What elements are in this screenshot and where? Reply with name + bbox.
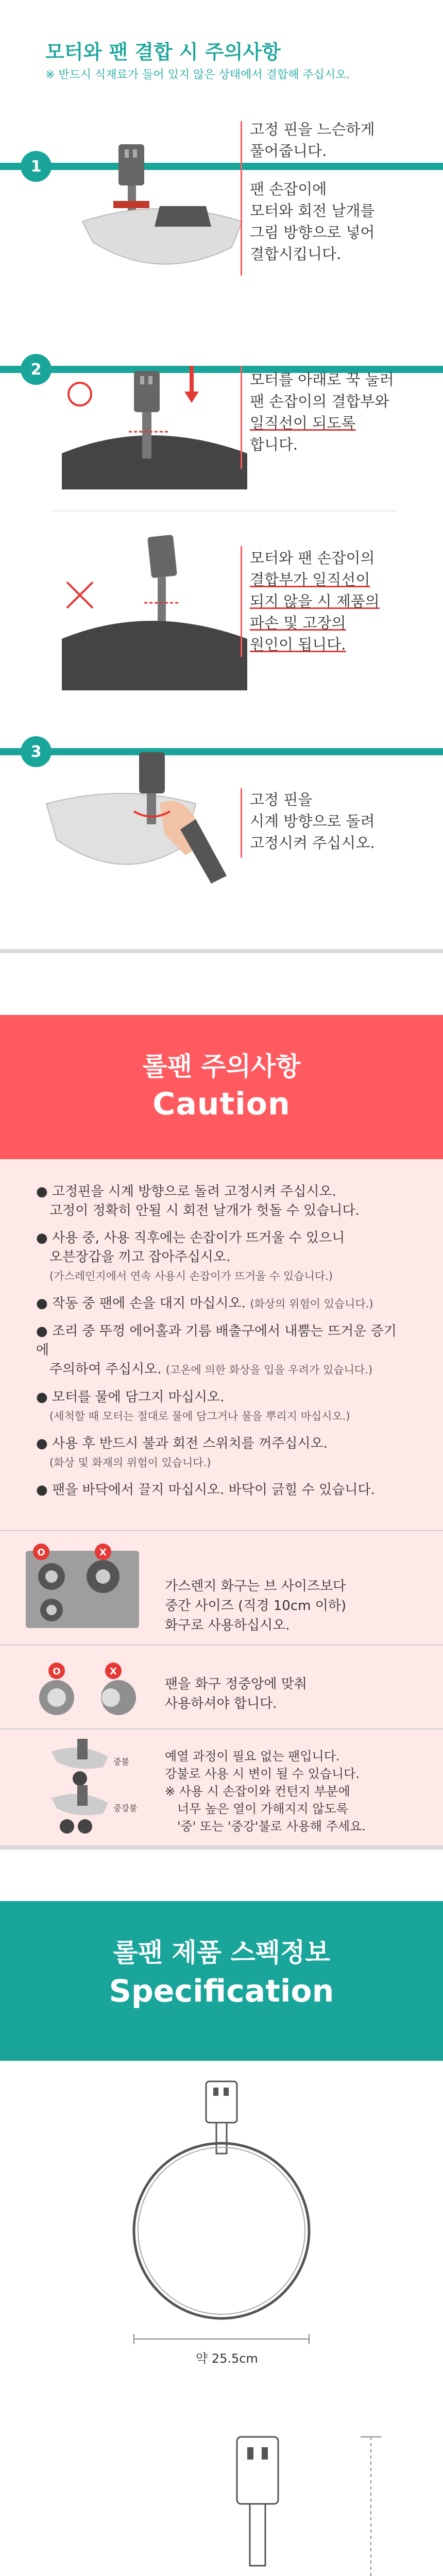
svg-text:O: O — [53, 1666, 61, 1677]
motor-icon — [206, 2081, 237, 2123]
caution-separator — [0, 1530, 443, 1531]
centering-text: 팬을 화구 정중앙에 맞춰 사용하셔야 합니다. — [165, 1676, 307, 1711]
motor-icon — [139, 752, 165, 793]
warn-line1: 모터와 팬 손잡이의 — [250, 549, 375, 567]
svg-text:중강불: 중강불 — [113, 1803, 138, 1813]
down-arrow-icon — [184, 366, 199, 403]
motor-icon — [134, 371, 160, 412]
step2-warning-illustration — [52, 526, 247, 690]
step1-badge: 1 — [21, 151, 52, 182]
specification-header — [0, 1901, 443, 2061]
dim-width-label: 약 25.5cm — [196, 2351, 258, 2366]
caution-header — [0, 1015, 443, 1159]
step3-illustration — [41, 742, 237, 907]
motor-icon — [237, 2437, 278, 2504]
caution-item: ● 팬을 바닥에서 끌지 마십시오. 바닥이 긁힐 수 있습니다. — [36, 1482, 375, 1498]
step3-line2: 시계 방향으로 돌려 — [250, 812, 375, 830]
step2-line4: 합니다. — [250, 436, 298, 453]
step1-line3: 팬 손잡이에 — [250, 180, 327, 198]
caution-item: ● 모터를 물에 담그지 마십시오. (세척할 때 모터는 절대로 물에 담그거나 물을 뿌리지 마십시오.) — [36, 1389, 350, 1422]
caution-item: ● 사용 후 반드시 불과 회전 스위치를 꺼주십시오. (화상 및 화재의 위험이 있습니다.) — [36, 1436, 328, 1469]
caution-title-en: Caution — [152, 1086, 291, 1122]
step2-line2: 팬 손잡이의 결합부와 — [250, 393, 389, 410]
step2-line3: 일직선이 되도록 — [250, 414, 356, 432]
step2-divider — [52, 510, 397, 512]
spec-title-ko: 롤팬 제품 스펙정보 — [113, 1938, 330, 1968]
ok-circle-icon — [69, 383, 91, 405]
caution-separator — [0, 1645, 443, 1646]
step1-text — [250, 118, 375, 265]
caution-section — [0, 1015, 443, 1850]
step3-badge: 3 — [21, 736, 52, 767]
pan-icon — [62, 621, 247, 690]
step1-line2: 풀어줍니다. — [250, 142, 327, 160]
step1-line1: 고정 핀을 느슨하게 — [250, 121, 375, 138]
spec-title-en: Specification — [109, 1973, 334, 2009]
step3-text — [250, 789, 375, 854]
caution-separator — [0, 1728, 443, 1730]
caution-item: ● 사용 중, 사용 직후에는 손잡이가 뜨거울 수 있으니 오븐장갑을 끼고 잡아주십시오. (가스레인지에서 연속 사용시 손잡이가 뜨거울 수 있습니다.) — [36, 1230, 345, 1282]
svg-text:중불: 중불 — [113, 1757, 129, 1767]
step2-illustration — [52, 355, 258, 489]
step3-line3: 고정시켜 주십시오. — [250, 834, 375, 852]
section1-bottom-bar — [0, 949, 443, 953]
pan-top-view — [113, 2076, 330, 2396]
specification-section — [0, 1901, 443, 2576]
caution-item: ● 고정핀을 시계 방향으로 돌려 고정시켜 주십시오. 고정이 정확히 안될 시 회전 날개가 헛돌 수 있습니다. — [36, 1184, 360, 1218]
caution-item: ● 작동 중 팬에 손을 대지 마십시오. (화상의 위험이 있습니다.) — [36, 1296, 373, 1311]
step1-line5: 그림 방향으로 넣어 — [250, 224, 375, 241]
pan-handle-icon — [155, 206, 211, 227]
heat-level-illustration — [41, 1736, 155, 1839]
step1-line6: 결합시킵니다. — [250, 245, 342, 263]
motor-icon — [118, 144, 144, 185]
centering-illustration — [28, 1656, 147, 1718]
section2-bottom-bar — [0, 1845, 443, 1850]
step3-line1: 고정 핀을 — [250, 791, 313, 808]
burner-size-illustration — [21, 1540, 144, 1631]
warn-line3: 되지 않을 시 제품의 — [250, 592, 380, 610]
svg-text:X: X — [110, 1666, 117, 1677]
fixing-pin-icon — [113, 201, 149, 208]
caution-title-ko: 롤팬 주의사항 — [142, 1052, 301, 1081]
svg-text:O: O — [37, 1547, 45, 1558]
step1-illustration — [77, 134, 247, 289]
warn-line4: 파손 및 고장의 — [250, 614, 346, 632]
step2-line1: 모터를 아래로 꾹 눌러 — [250, 371, 394, 388]
burner-size-text: 가스렌지 화구는 브 사이즈보다 중간 사이즈 (직경 10cm 이하) 화구로 사용하십시오. — [165, 1579, 347, 1633]
step2-warning-text — [250, 547, 380, 655]
assembly-section — [0, 0, 443, 953]
warn-line2: 결합부가 일직선이 — [250, 571, 370, 588]
assembly-title: 모터와 팬 결합 시 주의사항 — [45, 41, 281, 63]
warn-line5: 원인이 됩니다. — [250, 636, 346, 653]
step2-text — [250, 369, 394, 455]
pan-icon — [62, 435, 247, 489]
step2-badge: 2 — [21, 354, 52, 385]
step1-line4: 모터와 회전 날개를 — [250, 202, 375, 219]
pan-rim-icon — [134, 2143, 309, 2318]
motor-icon — [147, 535, 177, 579]
caution-list — [36, 1182, 407, 1500]
caution-item: ● 조리 중 뚜껑 에어홀과 기름 배출구에서 내뿜는 뜨거운 증기에 주의하여 주십시오. (고온에 의한 화상을 입을 우려가 있습니다.) — [36, 1324, 397, 1377]
svg-text:X: X — [99, 1547, 107, 1558]
pan-side-view — [31, 2406, 402, 2576]
heat-level-text: 예열 과정이 필요 없는 팬입니다. 강불로 사용 시 변이 될 수 있습니다. ※ 사용 시 손잡이와 컨턴지 부분에 너무 높은 열이 가해지지 않도록 '중' 또는 '중강'불로 사용해 주세요. — [165, 1749, 366, 1834]
assembly-note: ※ 반드시 식재료가 들어 있지 않은 상태에서 결합해 주십시오. — [45, 69, 350, 81]
